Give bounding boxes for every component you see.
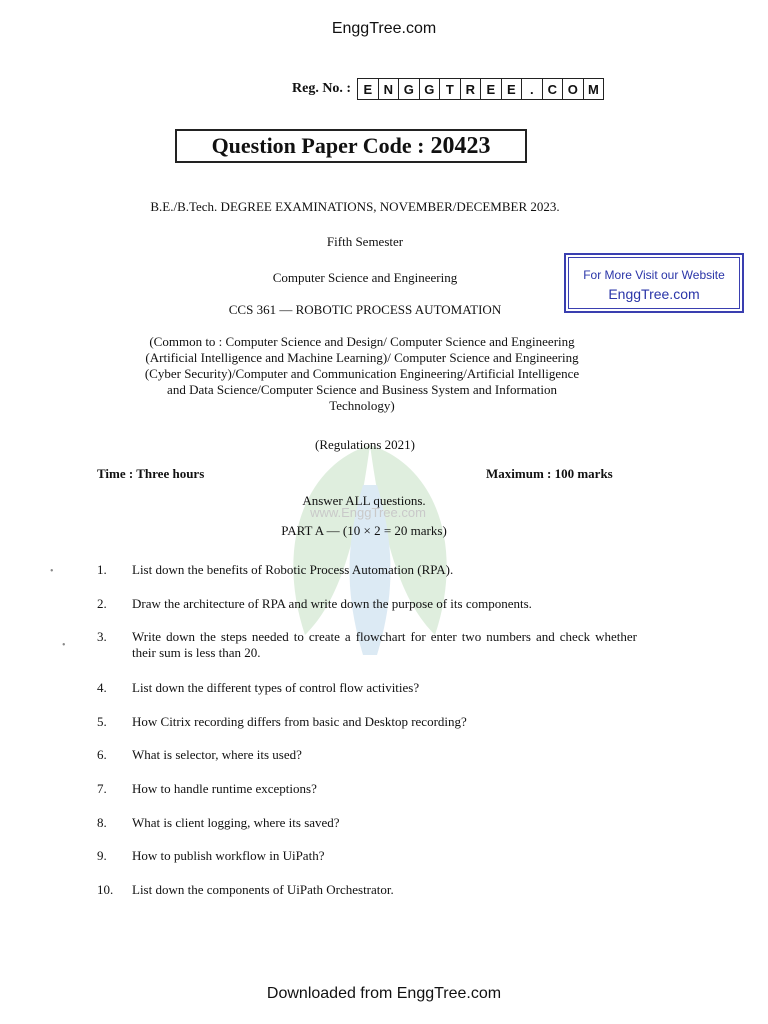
question-item [97,747,637,763]
department: Computer Science and Engineering [272,270,458,285]
question-text: Write down the steps needed to create a flowchart for enter two numbers and check whether their sum is less than 20. [132,629,637,660]
question-item [97,680,637,696]
question-number: 5. [97,714,107,729]
question-item [97,815,637,831]
common-to-programs [96,334,628,414]
reg-box: O [563,79,584,99]
instruction: Answer ALL questions. [302,493,426,508]
question-paper-code [175,129,527,163]
question-number: 10. [97,882,114,897]
question-text: List down the different types of control flow activities? [132,680,420,695]
question-number: 7. [97,781,107,796]
reg-box: C [543,79,564,99]
question-item [97,781,637,797]
question-number: 4. [97,680,107,695]
question-number: 6. [97,747,107,762]
reg-box: E [358,79,379,99]
reg-box: E [502,79,523,99]
semester: Fifth Semester [326,234,404,249]
question-text: How to handle runtime exceptions? [132,781,317,796]
paper-code-value: 20423 [430,132,491,159]
reg-boxes [357,78,604,100]
part-a-heading: PART A — (10 × 2 = 20 marks) [281,523,447,538]
header-site-name: EnggTree.com [331,20,437,37]
question-number: 2. [97,596,107,611]
scan-dot: • [50,566,54,577]
question-text: List down the benefits of Robotic Process Automation (RPA). [132,562,454,577]
question-item [97,848,637,864]
question-number: 9. [97,848,107,863]
reg-label: Reg. No. : [292,81,352,96]
reg-box: R [461,79,482,99]
question-text: What is selector, where its used? [132,747,302,762]
reg-box: . [522,79,543,99]
question-item [97,562,637,578]
exam-time: Time : Three hours [97,466,205,481]
common-line: (Artificial Intelligence and Machine Learning)/ Computer Science and Engineering [145,350,579,365]
question-number: 3. [97,629,107,644]
question-item [97,714,637,730]
max-marks: Maximum : 100 marks [486,466,613,481]
question-text: How to publish workflow in UiPath? [132,848,325,863]
promo-line-1: For More Visit our Website [583,268,725,282]
promo-line-2: EnggTree.com [608,286,700,302]
reg-box: T [440,79,461,99]
common-line: Technology) [329,398,395,413]
question-text: List down the components of UiPath Orchestrator. [132,882,394,897]
regulations: (Regulations 2021) [314,437,415,452]
footer-download-note: Downloaded from EnggTree.com [266,985,502,1002]
common-line: and Data Science/Computer Science and Business System and Information [167,382,557,397]
question-item [97,596,637,612]
question-text: Draw the architecture of RPA and write down the purpose of its components. [132,596,532,611]
registration-number [292,78,604,100]
question-text: What is client logging, where its saved? [132,815,340,830]
question-item [97,882,637,898]
scan-dot: • [62,640,66,651]
question-number: 8. [97,815,107,830]
exam-title: B.E./B.Tech. DEGREE EXAMINATIONS, NOVEMBER/DECEMBER 2023. [150,199,560,214]
website-promo-box[interactable] [564,253,744,313]
question-item [97,629,637,661]
reg-box: M [587,81,599,97]
paper-code-label: Question Paper Code : [211,133,425,158]
reg-box: N [379,79,400,99]
common-line: (Common to : Computer Science and Design/ Computer Science and Engineering [149,334,575,349]
reg-box: E [481,79,502,99]
common-line: (Cyber Security)/Computer and Communication Engineering/Artificial Intelligence [144,366,580,381]
reg-box: G [420,79,441,99]
question-text: How Citrix recording differs from basic and Desktop recording? [132,714,467,729]
reg-box: G [399,79,420,99]
watermark-url: www.EnggTree.com [310,505,426,520]
question-number: 1. [97,562,107,577]
course-title: CCS 361 — ROBOTIC PROCESS AUTOMATION [228,302,502,317]
